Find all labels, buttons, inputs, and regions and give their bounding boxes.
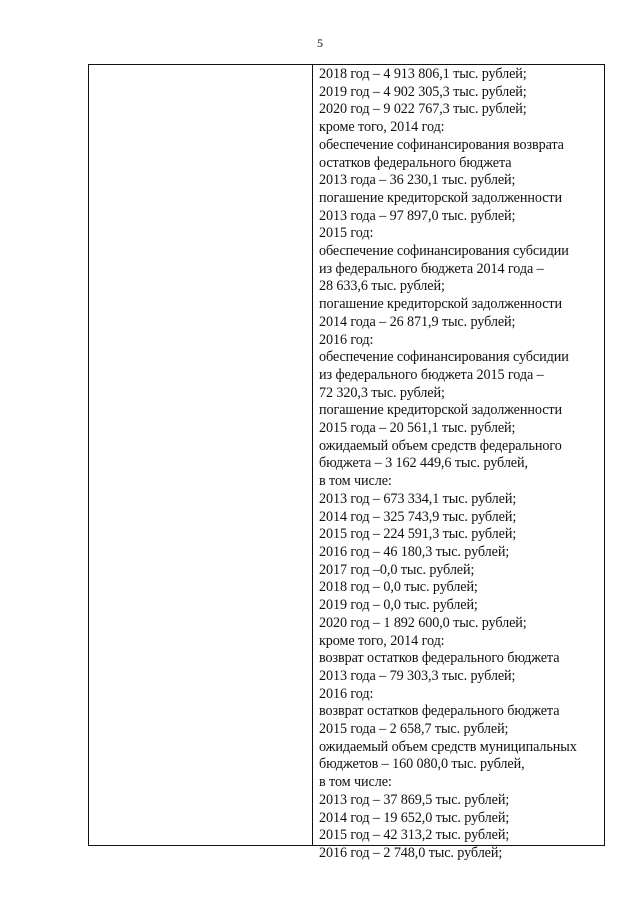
text-line: 2015 год – 224 591,3 тыс. рублей; <box>319 526 517 543</box>
text-line: 2015 год – 42 313,2 тыс. рублей; <box>319 827 510 844</box>
text-line: 2016 год – 46 180,3 тыс. рублей; <box>319 543 510 560</box>
text-line: из федерального бюджета 2015 года – <box>319 366 544 383</box>
text-line: в том числе: <box>319 473 392 490</box>
text-line: бюджетов – 160 080,0 тыс. рублей, <box>319 756 525 773</box>
text-line: 2016 год – 2 748,0 тыс. рублей; <box>319 844 503 861</box>
text-line: 2017 год –0,0 тыс. рублей; <box>319 561 475 578</box>
text-line: в том числе: <box>319 774 392 791</box>
text-line: 2020 год – 1 892 600,0 тыс. рублей; <box>319 614 527 631</box>
text-line: 2018 год – 4 913 806,1 тыс. рублей; <box>319 66 527 82</box>
document-table <box>88 64 605 861</box>
text-line: 2013 года – 36 230,1 тыс. рублей; <box>319 172 516 189</box>
text-line: бюджета – 3 162 449,6 тыс. рублей, <box>319 455 528 472</box>
text-line: 72 320,3 тыс. рублей; <box>319 384 445 401</box>
text-line: 2019 год – 4 902 305,3 тыс. рублей; <box>319 83 527 100</box>
text-line: погашение кредиторской задолженности <box>319 296 563 313</box>
text-line: 2020 год – 9 022 767,3 тыс. рублей; <box>319 101 527 118</box>
text-line: погашение кредиторской задолженности <box>319 402 563 419</box>
text-line: 2014 год – 19 652,0 тыс. рублей; <box>319 809 510 826</box>
table-left-cell <box>89 65 313 845</box>
text-line: из федерального бюджета 2014 года – <box>319 260 544 277</box>
text-line: 2013 год – 37 869,5 тыс. рублей; <box>319 791 510 808</box>
text-line: 28 633,6 тыс. рублей; <box>319 278 445 295</box>
text-line: погашение кредиторской задолженности <box>319 189 563 206</box>
text-line: 2016 год: <box>319 331 374 348</box>
text-line: 2014 года – 26 871,9 тыс. рублей; <box>319 313 516 330</box>
text-line: 2015 года – 20 561,1 тыс. рублей; <box>319 420 516 437</box>
text-line: 2015 года – 2 658,7 тыс. рублей; <box>319 721 509 738</box>
text-line: возврат остатков федерального бюджета <box>319 650 560 667</box>
text-line: ожидаемый объем средств федерального <box>319 437 562 454</box>
text-line: остатков федерального бюджета <box>319 154 512 171</box>
text-line: кроме того, 2014 год: <box>319 119 445 136</box>
text-line: кроме того, 2014 год: <box>319 632 445 649</box>
page-number: 5 <box>317 36 323 50</box>
text-line: возврат остатков федерального бюджета <box>319 703 560 720</box>
text-line: 2013 года – 97 897,0 тыс. рублей; <box>319 207 516 224</box>
text-line: 2014 год – 325 743,9 тыс. рублей; <box>319 508 517 525</box>
text-line: 2015 год: <box>319 225 374 242</box>
text-line: 2013 год – 673 334,1 тыс. рублей; <box>319 490 517 507</box>
table-right-cell <box>313 65 604 861</box>
text-line: 2013 года – 79 303,3 тыс. рублей; <box>319 667 516 684</box>
text-line: обеспечение софинансирования возврата <box>319 136 564 153</box>
text-line: 2016 год: <box>319 685 374 702</box>
text-line: 2018 год – 0,0 тыс. рублей; <box>319 579 478 596</box>
text-line: 2019 год – 0,0 тыс. рублей; <box>319 597 478 614</box>
text-line: обеспечение софинансирования субсидии <box>319 349 569 366</box>
text-line: обеспечение софинансирования субсидии <box>319 243 569 260</box>
text-line: ожидаемый объем средств муниципальных <box>319 738 577 755</box>
